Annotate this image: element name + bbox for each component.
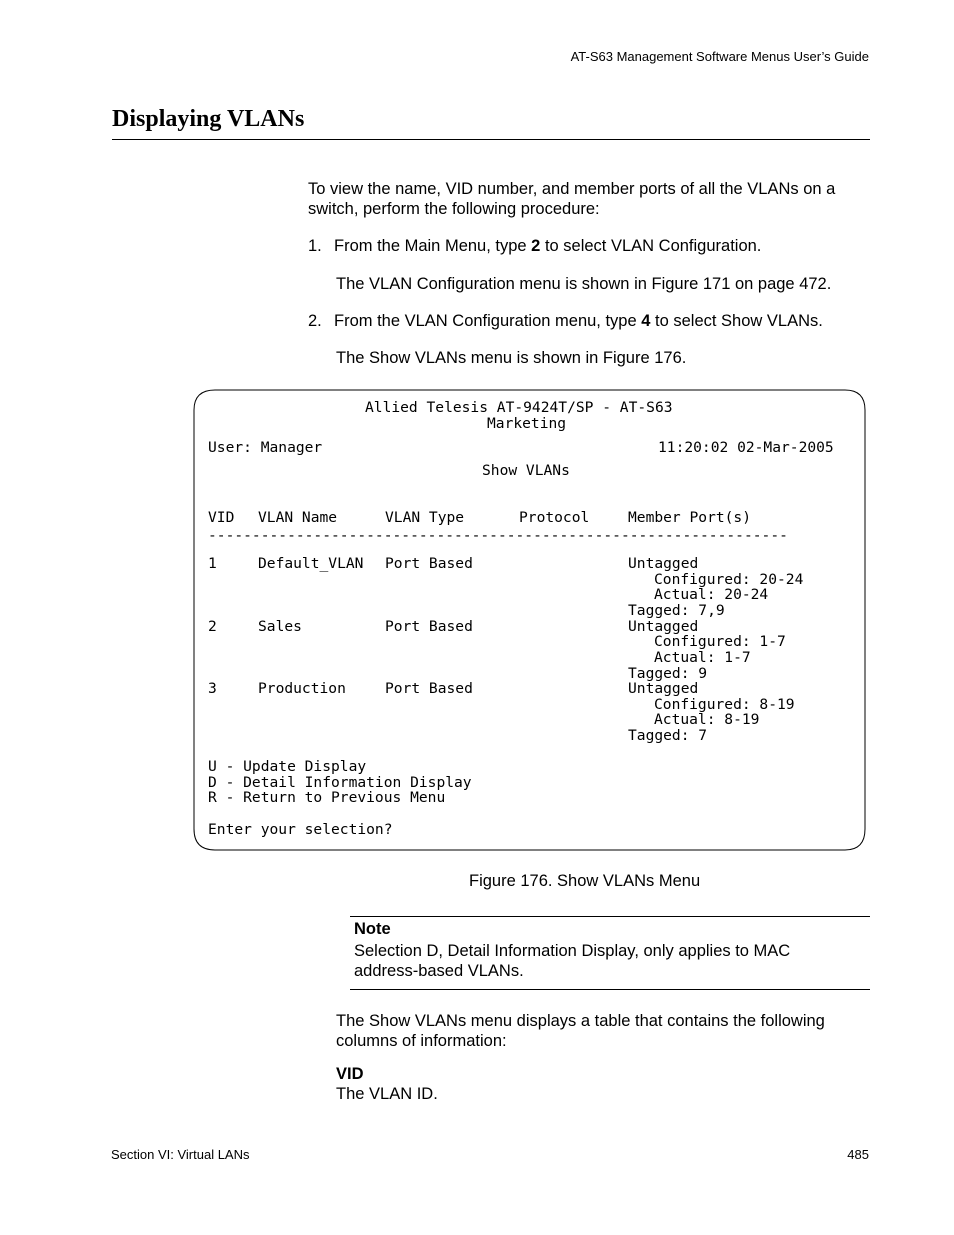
header-guide-title: AT-S63 Management Software Menus User’s Guide	[570, 49, 869, 64]
step-2	[308, 311, 823, 331]
note-text: Selection D, Detail Information Display, only applies to MAC address-based VLANs.	[354, 942, 791, 980]
vlan-row-3-untagged: Untagged	[628, 680, 699, 697]
vlan-row-3-actual: Actual: 8-19	[654, 711, 760, 728]
step-2-text-before: From the VLAN Configuration menu, type	[334, 312, 642, 330]
step-2-note: The Show VLANs menu is shown in Figure 176.	[336, 349, 687, 367]
vlan-row-3-name: Production	[258, 680, 346, 697]
figure-caption: Figure 176. Show VLANs Menu	[469, 872, 701, 890]
vlan-row-2-untagged: Untagged	[628, 618, 699, 635]
step-1-text-before: From the Main Menu, type	[334, 237, 532, 255]
terminal-menu-title: Show VLANs	[482, 462, 570, 479]
selection-prompt[interactable]: Enter your selection?	[208, 821, 393, 838]
footer-page-number: 485	[847, 1147, 869, 1162]
vlan-row-3-tagged: Tagged: 7	[628, 727, 708, 744]
title-rule	[112, 139, 870, 140]
vlan-row-2-tagged: Tagged: 9	[628, 665, 708, 682]
field-term-vid: VID	[336, 1065, 364, 1083]
option-detail-information-display[interactable]: D - Detail Information Display	[208, 774, 472, 791]
vlan-row-3-vid: 3	[208, 680, 217, 697]
vlan-row-3-configured: Configured: 8-19	[654, 696, 795, 713]
column-header-vid: VID	[208, 509, 235, 526]
step-2-number: 2.	[308, 312, 322, 330]
vlan-row-1-name: Default_VLAN	[258, 555, 364, 572]
terminal-company: Allied Telesis AT-9424T/SP - AT-S63	[365, 399, 673, 416]
column-header-member-ports: Member Port(s)	[628, 509, 752, 526]
vlan-row-2-actual: Actual: 1-7	[654, 649, 751, 666]
description-paragraph: The Show VLANs menu displays a table that contains the following columns of information:	[336, 1012, 825, 1050]
footer-section: Section VI: Virtual LANs	[111, 1147, 250, 1162]
step-1-key: 2	[531, 237, 541, 255]
vlan-row-1-actual: Actual: 20-24	[654, 586, 769, 603]
terminal-user: User: Manager	[208, 439, 323, 456]
step-1-number: 1.	[308, 237, 322, 255]
column-header-protocol: Protocol	[519, 509, 590, 526]
step-1-text-after: to select VLAN Configuration.	[540, 237, 762, 255]
vlan-row-2-type: Port Based	[385, 618, 473, 635]
option-update-display[interactable]: U - Update Display	[208, 758, 367, 775]
vlan-row-1-tagged: Tagged: 7,9	[628, 602, 725, 619]
vlan-row-2-name: Sales	[258, 618, 302, 635]
intro-paragraph: To view the name, VID number, and member ports of all the VLANs on a switch, perform the following procedure:	[308, 180, 836, 218]
vlan-row-1-type: Port Based	[385, 555, 473, 572]
option-return-previous-menu[interactable]: R - Return to Previous Menu	[208, 789, 446, 806]
note-bottom-rule	[350, 989, 870, 990]
step-2-text-after: to select Show VLANs.	[650, 312, 823, 330]
terminal-system-name: Marketing	[487, 415, 567, 432]
vlan-row-1-untagged: Untagged	[628, 555, 699, 572]
terminal-datetime: 11:20:02 02-Mar-2005	[658, 439, 834, 456]
step-1	[308, 236, 761, 256]
terminal-separator: ------------------------------------------------------------------	[208, 527, 788, 544]
vlan-row-3-type: Port Based	[385, 680, 473, 697]
page-title: Displaying VLANs	[112, 106, 305, 132]
note-label: Note	[354, 920, 391, 938]
column-header-vlan-name: VLAN Name	[258, 509, 338, 526]
column-header-vlan-type: VLAN Type	[385, 509, 465, 526]
vlan-row-2-configured: Configured: 1-7	[654, 633, 786, 650]
note-top-rule	[350, 916, 870, 917]
vlan-row-2-vid: 2	[208, 618, 217, 635]
step-1-note: The VLAN Configuration menu is shown in Figure 171 on page 472.	[336, 275, 832, 293]
step-2-key: 4	[641, 312, 651, 330]
vlan-row-1-vid: 1	[208, 555, 217, 572]
field-definition-vid: The VLAN ID.	[336, 1085, 438, 1103]
vlan-row-1-configured: Configured: 20-24	[654, 571, 804, 588]
